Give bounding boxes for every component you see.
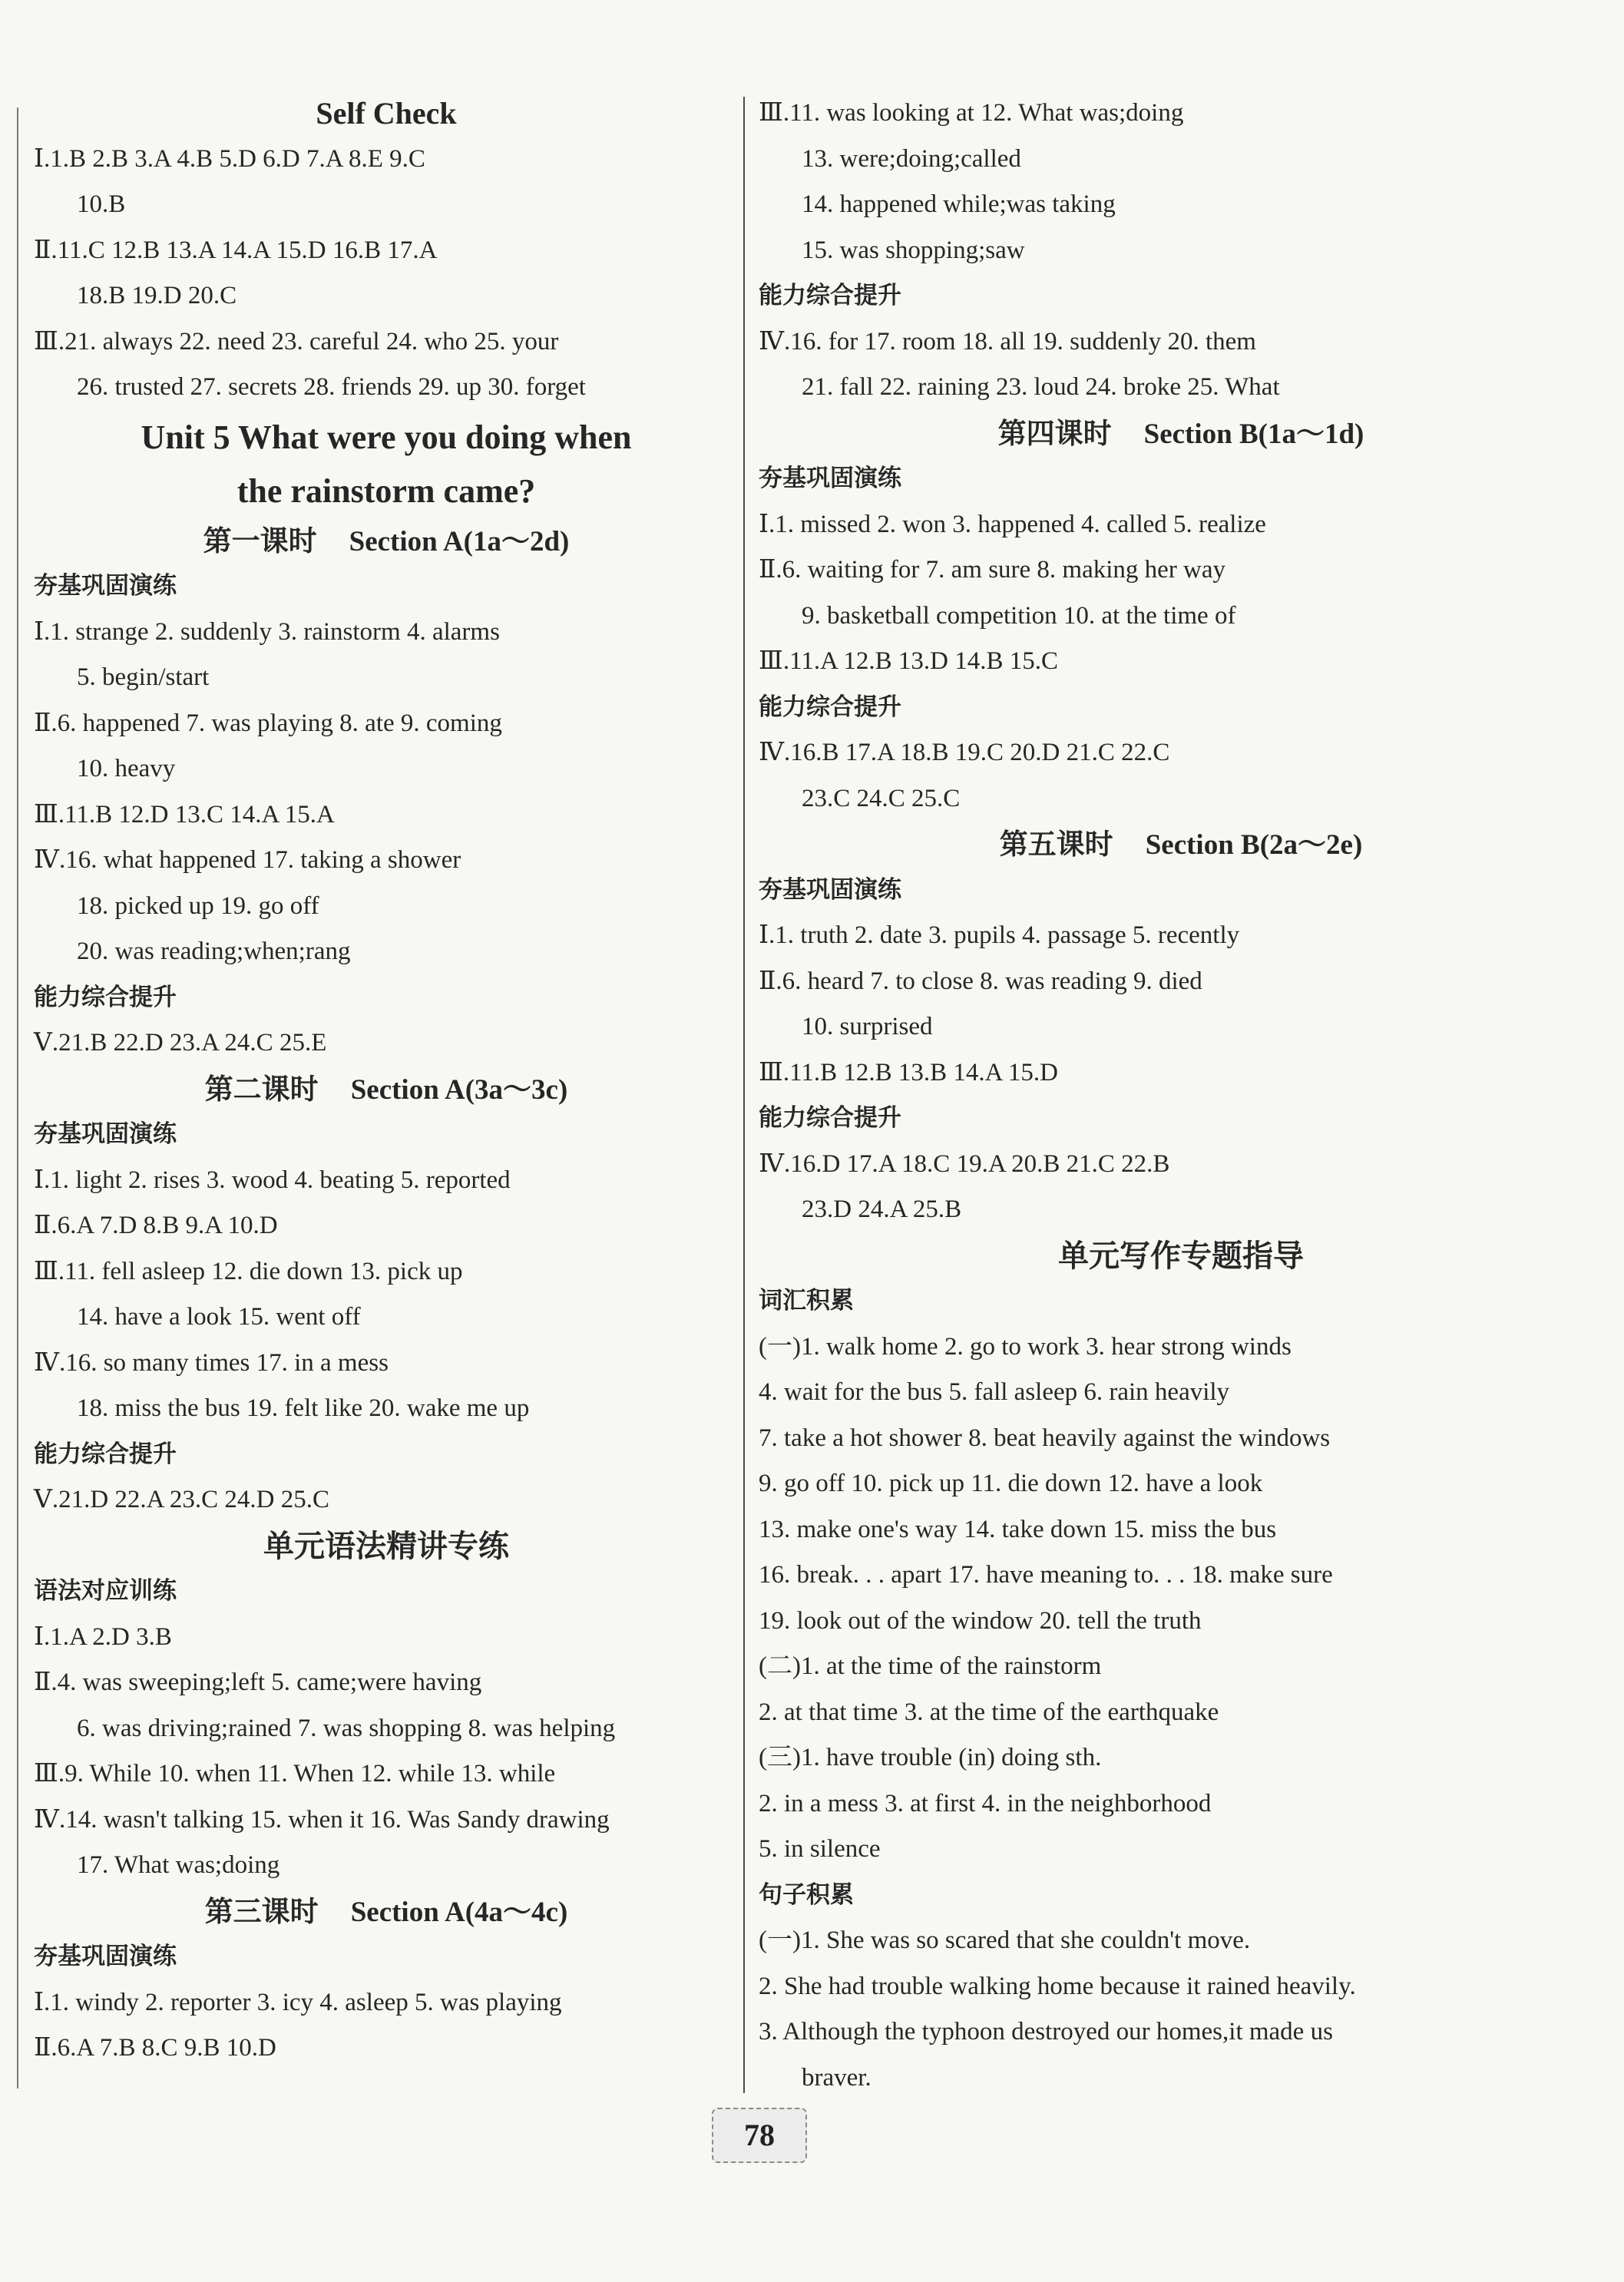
answer-line: Ⅱ.4. was sweeping;left 5. came;were having [34, 1669, 482, 1696]
answer-line: 9. basketball competition 10. at the time of [802, 601, 1236, 630]
answer-line: 23.C 24.C 25.C [802, 784, 961, 812]
answer-line: 2. in a mess 3. at first 4. in the neighborhood [759, 1789, 1212, 1817]
lesson-number: 第二课时 [204, 1072, 319, 1106]
answer-line: 2. She had trouble walking home because it rained heavily. [759, 1972, 1356, 2000]
lesson-number: 第五课时 [999, 828, 1113, 861]
lesson-heading [34, 1889, 739, 1935]
section-heading: 语法对应训练 [34, 1577, 177, 1605]
answer-line: (三)1. have trouble (in) doing sth. [759, 1744, 1102, 1771]
lesson-heading [759, 411, 1603, 457]
answer-line: braver. [802, 2063, 872, 2092]
answer-line: 10. heavy [77, 755, 176, 782]
answer-line: 16. break. . . apart 17. have meaning to. . . 18. make sure [759, 1561, 1333, 1589]
answer-line: (二)1. at the time of the rainstorm [759, 1652, 1102, 1680]
left-answer-column [34, 91, 739, 2072]
answer-line: 23.D 24.A 25.B [802, 1196, 962, 1223]
section-heading: 夯基巩固演练 [759, 875, 901, 904]
answer-line: 17. What was;doing [77, 1851, 280, 1879]
column-divider [743, 97, 745, 2093]
answer-line: 18. miss the bus 19. felt like 20. wake me up [77, 1394, 530, 1422]
lesson-section: Section A(4a～4c) [350, 1896, 568, 1928]
answer-line: Ⅰ.1. strange 2. suddenly 3. rainstorm 4. alarms [34, 617, 500, 646]
answer-line: Ⅱ.6. waiting for 7. am sure 8. making her way [759, 556, 1226, 584]
section-heading: 句子积累 [759, 1880, 854, 1909]
answer-line: 5. in silence [759, 1835, 881, 1863]
answer-line: Ⅱ.6. happened 7. was playing 8. ate 9. coming [34, 709, 502, 737]
answer-line: Ⅰ.1. missed 2. won 3. happened 4. called 5. realize [759, 510, 1266, 538]
answer-line: Ⅱ.6.A 7.B 8.C 9.B 10.D [34, 2034, 276, 2062]
answer-line: Ⅴ.21.D 22.A 23.C 24.D 25.C [34, 1486, 330, 1513]
answer-line: Ⅰ.1. light 2. rises 3. wood 4. beating 5. reported [34, 1166, 511, 1194]
answer-line: Ⅲ.9. While 10. when 11. When 12. while 13. while [34, 1760, 556, 1788]
section-heading: 能力综合提升 [34, 1440, 177, 1468]
block-title: 单元写作专题指导 [1058, 1238, 1304, 1273]
lesson-number: 第一课时 [203, 524, 317, 557]
answer-line: 14. happened while;was taking [802, 190, 1116, 218]
lesson-section: Section A(1a～2d) [349, 525, 570, 557]
answer-line: (一)1. She was so scared that she couldn't move. [759, 1926, 1251, 1954]
answer-line: (一)1. walk home 2. go to work 3. hear strong winds [759, 1332, 1292, 1361]
block-title: the rainstorm came? [236, 471, 536, 510]
answer-line: 5. begin/start [77, 663, 210, 691]
answer-line: 18.B 19.D 20.C [77, 282, 237, 309]
answer-line: Ⅲ.11.B 12.B 13.B 14.A 15.D [759, 1058, 1058, 1086]
answer-line: Ⅴ.21.B 22.D 23.A 24.C 25.E [34, 1029, 327, 1057]
section-heading: 能力综合提升 [759, 693, 901, 721]
answer-line: 7. take a hot shower 8. beat heavily against the windows [759, 1424, 1331, 1452]
answer-line: Ⅱ.6.A 7.D 8.B 9.A 10.D [34, 1212, 278, 1239]
lesson-section: Section B(1a～1d) [1143, 418, 1364, 450]
lesson-number: 第四课时 [997, 416, 1112, 450]
answer-line: Ⅲ.21. always 22. need 23. careful 24. who 25. your [34, 327, 559, 356]
lesson-heading [34, 1067, 739, 1113]
section-heading: 夯基巩固演练 [34, 1943, 177, 1970]
answer-line: 9. go off 10. pick up 11. die down 12. have a look [759, 1470, 1263, 1497]
right-answer-column [759, 91, 1603, 2101]
section-heading: 词汇积累 [759, 1287, 854, 1315]
answer-line: Ⅲ.11.A 12.B 13.D 14.B 15.C [759, 647, 1058, 675]
answer-line: 2. at that time 3. at the time of the earthquake [759, 1698, 1219, 1726]
answer-line: Ⅰ.1.B 2.B 3.A 4.B 5.D 6.D 7.A 8.E 9.C [34, 144, 425, 173]
block-title: Self Check [316, 96, 457, 131]
block-title: Unit 5 What were you doing when [141, 418, 632, 456]
answer-line: Ⅳ.16. for 17. room 18. all 19. suddenly 20. them [759, 327, 1256, 356]
answer-line: 3. Although the typhoon destroyed our homes,it made us [759, 2018, 1333, 2046]
answer-line: 19. look out of the window 20. tell the truth [759, 1606, 1202, 1635]
page-number: 78 [712, 2108, 807, 2163]
section-heading: 能力综合提升 [34, 983, 177, 1011]
lesson-section: Section B(2a～2e) [1145, 829, 1363, 861]
answer-line: 13. were;doing;called [802, 144, 1021, 173]
lesson-heading [34, 518, 739, 564]
left-edge-rule [17, 107, 18, 2089]
answer-line: Ⅳ.16. what happened 17. taking a shower [34, 846, 461, 874]
answer-line: 10. surprised [802, 1013, 933, 1040]
answer-line: Ⅱ.6. heard 7. to close 8. was reading 9. died [759, 967, 1202, 995]
answer-line: Ⅰ.1. truth 2. date 3. pupils 4. passage 5. recently [759, 921, 1240, 949]
section-heading: 能力综合提升 [759, 1104, 901, 1132]
answer-line: Ⅳ.16. so many times 17. in a mess [34, 1348, 389, 1377]
answer-line: 26. trusted 27. secrets 28. friends 29. up 30. forget [77, 373, 586, 401]
answer-line: Ⅲ.11. fell asleep 12. die down 13. pick up [34, 1257, 463, 1285]
section-heading: 夯基巩固演练 [759, 465, 901, 492]
answer-line: Ⅰ.1. windy 2. reporter 3. icy 4. asleep 5. was playing [34, 1988, 562, 2016]
lesson-heading [759, 822, 1603, 868]
section-heading: 夯基巩固演练 [34, 572, 177, 600]
answer-line: 4. wait for the bus 5. fall asleep 6. rain heavily [759, 1378, 1230, 1406]
answer-line: 20. was reading;when;rang [77, 938, 351, 965]
answer-line: 13. make one's way 14. take down 15. miss the bus [759, 1515, 1277, 1543]
lesson-number: 第三课时 [204, 1894, 319, 1928]
answer-line: Ⅲ.11.B 12.D 13.C 14.A 15.A [34, 800, 335, 828]
section-heading: 能力综合提升 [759, 282, 901, 309]
answer-line: 15. was shopping;saw [802, 236, 1025, 264]
answer-line: 21. fall 22. raining 23. loud 24. broke 25. What [802, 373, 1280, 401]
answer-line: Ⅲ.11. was looking at 12. What was;doing [759, 99, 1184, 127]
answer-line: Ⅳ.16.D 17.A 18.C 19.A 20.B 21.C 22.B [759, 1149, 1170, 1178]
answer-line: Ⅱ.11.C 12.B 13.A 14.A 15.D 16.B 17.A [34, 236, 438, 264]
answer-line: Ⅳ.14. wasn't talking 15. when it 16. Was Sandy drawing [34, 1805, 610, 1834]
lesson-section: Section A(3a～3c) [350, 1073, 568, 1106]
answer-line: 14. have a look 15. went off [77, 1303, 361, 1331]
answer-line: Ⅰ.1.A 2.D 3.B [34, 1622, 172, 1651]
answer-line: Ⅳ.16.B 17.A 18.B 19.C 20.D 21.C 22.C [759, 739, 1170, 766]
section-heading: 夯基巩固演练 [34, 1120, 177, 1148]
answer-line: 10.B [77, 190, 126, 218]
block-title: 单元语法精讲专练 [263, 1528, 509, 1563]
answer-line: 18. picked up 19. go off [77, 891, 319, 920]
answer-line: 6. was driving;rained 7. was shopping 8. was helping [77, 1714, 616, 1742]
